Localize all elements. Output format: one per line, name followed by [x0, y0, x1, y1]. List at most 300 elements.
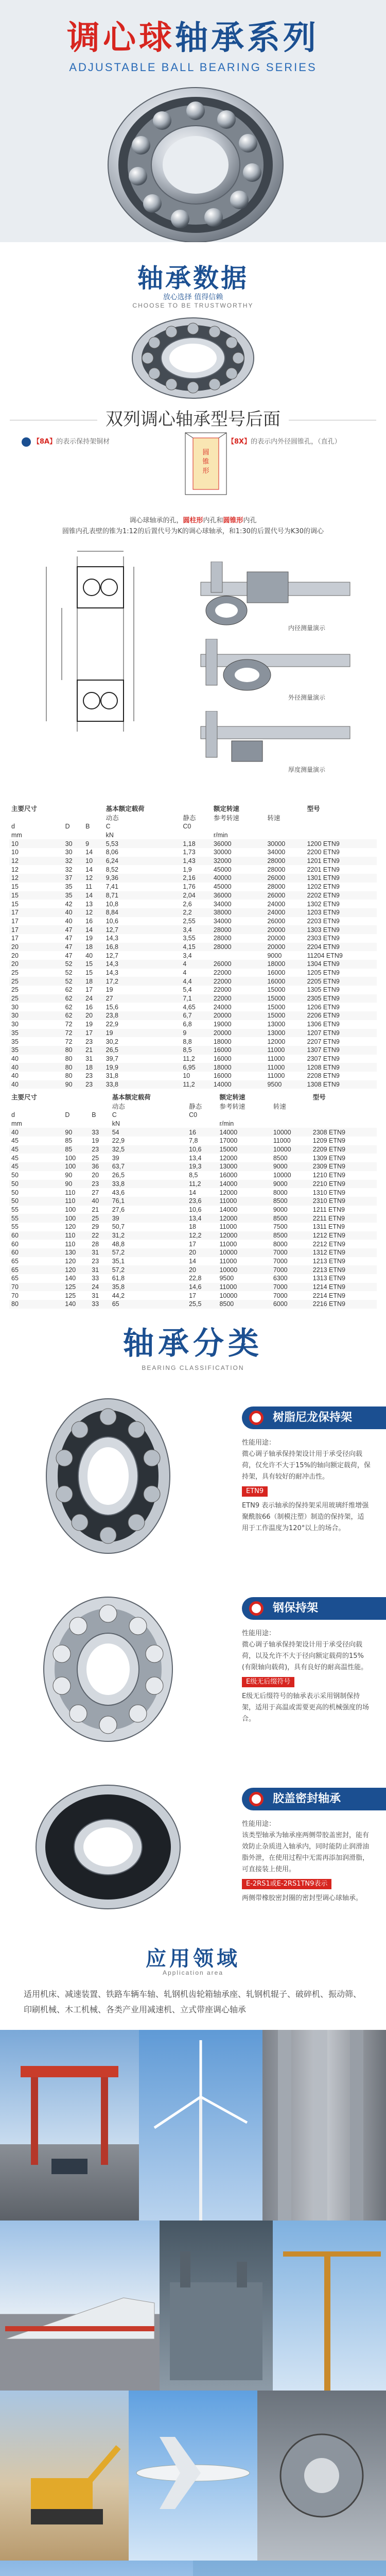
table-cell: 2208 ETN9: [307, 1072, 340, 1080]
table-cell: 15000: [267, 986, 286, 994]
table-header-row: [9, 1120, 377, 1128]
table-cell: 31,8: [106, 1072, 118, 1080]
table-cell: 22,9: [112, 1137, 125, 1145]
table-cell: 23: [85, 1038, 93, 1045]
table-cell: 35: [65, 883, 73, 891]
table-cell: 8500: [271, 1231, 311, 1240]
table-header-cell: 基本额定载荷: [106, 805, 145, 812]
table-cell: 1207 ETN9: [305, 1029, 377, 1038]
table-row: [9, 986, 377, 994]
table-cell: 20: [9, 960, 63, 969]
table-cell: 9: [181, 1029, 212, 1038]
table-cell: 28000: [213, 935, 232, 942]
table-cell: 14: [83, 925, 104, 934]
table-cell: 85: [65, 1137, 73, 1145]
table-cell: 9000: [267, 952, 282, 959]
table-cell: 80: [63, 1046, 84, 1055]
table-cell: 19: [104, 1029, 181, 1038]
table-cell: 15: [9, 891, 63, 900]
table-cell: 37: [63, 874, 84, 883]
table-cell: 2,2: [181, 908, 212, 917]
table-cell: 26,5: [104, 1046, 181, 1055]
table-row: [9, 1020, 377, 1029]
table-cell: 14: [189, 1258, 196, 1265]
table-cell: 13000: [265, 1029, 305, 1038]
steel-cage-badge: [242, 1597, 386, 1620]
table-header-cell: 静态: [189, 1103, 202, 1110]
table-cell: 28000: [265, 857, 305, 866]
table-cell: 11000: [273, 1137, 291, 1145]
table-cell: 8,8: [183, 1038, 192, 1045]
table-cell: 28000: [267, 883, 286, 891]
table-cell: 11000: [267, 1072, 285, 1080]
table-cell: 2,16: [181, 874, 212, 883]
table-cell: 30: [9, 1011, 63, 1020]
table-cell: 120: [65, 1258, 76, 1265]
table-row: [9, 900, 377, 908]
hero-banner: [0, 0, 386, 242]
table-cell: 22000: [213, 986, 232, 994]
table-cell: 2207 ETN9: [307, 1038, 340, 1045]
table-cell: 1305 ETN9: [307, 986, 340, 994]
table-cell: 57,2: [110, 1265, 187, 1274]
table-cell: 1212 ETN9: [311, 1231, 377, 1240]
table-cell: 6300: [273, 1275, 288, 1282]
table-cell: 65: [11, 1258, 19, 1265]
table-cell: 45: [11, 1137, 19, 1145]
table-cell: 12,2: [187, 1231, 217, 1240]
table-cell: 45000: [213, 866, 232, 873]
table-header-cell: 额定转速: [219, 1094, 245, 1101]
bore-explanation: [31, 515, 355, 537]
table-cell: 1310 ETN9: [312, 1189, 345, 1196]
table-cell: 27: [92, 1189, 99, 1196]
table-cell: 12000: [267, 1038, 286, 1045]
table-cell: 16000: [267, 969, 286, 977]
table-cell: 47: [65, 952, 73, 959]
table-cell: 10000: [271, 1145, 311, 1154]
table-header-cell: mm: [11, 832, 22, 839]
table-cell: 8000: [273, 1189, 288, 1196]
table-header-cell: [265, 822, 305, 831]
table-header-cell: [9, 813, 63, 822]
table-cell: 28000: [212, 925, 266, 934]
table-cell: 18000: [265, 960, 305, 969]
table-cell: 43,6: [112, 1189, 125, 1196]
table-cell: 2309 ETN9: [311, 1162, 377, 1171]
table-cell: 11000: [217, 1197, 271, 1206]
table-cell: 17: [9, 908, 63, 917]
table-header-cell: [311, 1120, 377, 1128]
table-cell: 72: [63, 1029, 84, 1038]
table-header-cell: 主要尺寸: [11, 805, 38, 812]
table-cell: 12000: [219, 1154, 238, 1162]
table-cell: 34000: [213, 917, 232, 925]
steel-cage-bearing-image: [21, 1587, 196, 1752]
table-cell: 25: [90, 1214, 110, 1223]
table-header-row: [9, 1111, 377, 1120]
table-header-cell: [83, 813, 104, 822]
table-header-cell: [83, 831, 104, 840]
table-cell: 6000: [271, 1300, 311, 1309]
table-cell: 100: [63, 1162, 90, 1171]
table-cell: 12,7: [104, 925, 181, 934]
table-cell: 1311 ETN9: [312, 1223, 345, 1231]
table-header-cell: [271, 1120, 311, 1128]
table-cell: 2307 ETN9: [307, 1055, 340, 1062]
sealed-description: [242, 1819, 371, 1904]
table-cell: 27,6: [112, 1206, 125, 1213]
table-header-row: [9, 804, 377, 813]
table-cell: 15,6: [106, 1003, 118, 1011]
table-cell: 140: [63, 1300, 90, 1309]
table-cell: 4,15: [181, 943, 212, 952]
table-cell: 20: [11, 952, 19, 959]
table-cell: 15000: [265, 1011, 305, 1020]
table-header-cell: 额定转速: [213, 805, 239, 812]
caliper-width-image: [190, 711, 360, 768]
table-cell: 35: [11, 1038, 19, 1045]
table-header-cell: C0: [183, 823, 191, 831]
table-cell: 8,52: [106, 866, 118, 873]
table-cell: 40000: [212, 874, 266, 883]
table-cell: 24000: [267, 900, 286, 908]
table-cell: 60: [9, 1231, 63, 1240]
table-cell: 11,2: [181, 1080, 212, 1089]
table-row: [9, 1063, 377, 1072]
table-row: [9, 1257, 377, 1266]
table-row: [9, 1188, 377, 1197]
table-row: [9, 1214, 377, 1223]
table-cell: 85: [63, 1145, 90, 1154]
table-cell: 17000: [219, 1137, 238, 1145]
table-cell: 47: [63, 943, 84, 952]
table-row: [9, 1072, 377, 1080]
table-header-cell: B: [92, 1111, 96, 1119]
table-cell: 11000: [219, 1258, 237, 1265]
table-row: [9, 1037, 377, 1046]
table-row: [9, 1300, 377, 1309]
table-row: [9, 977, 377, 986]
caliper-inner-diameter-image: [190, 562, 360, 629]
table-cell: 14: [83, 891, 104, 900]
table-cell: 1306 ETN9: [307, 1021, 340, 1028]
table-row: [9, 925, 377, 934]
desc-note: ETN9 表示轴承的保持架采用玻璃纤维增强聚酰胺66（制模注塑）制造的保持架，适用于工作温度为120°以上的场合。: [242, 1502, 369, 1532]
spec-note-left: [22, 436, 110, 447]
table-cell: 16000: [219, 1172, 238, 1179]
table-cell: 15: [11, 900, 19, 908]
explain-highlight-tapered: 圆锥形: [223, 517, 243, 524]
table-cell: 130: [63, 1248, 90, 1257]
table-cell: 1302 ETN9: [307, 900, 340, 908]
table-cell: 40: [90, 1197, 110, 1206]
table-header-cell: [187, 1092, 217, 1101]
table-cell: 2210 ETN9: [311, 1180, 377, 1189]
table-cell: 8,84: [104, 908, 181, 917]
table-cell: 23,8: [104, 1011, 181, 1020]
table-cell: 120: [63, 1265, 90, 1274]
table-cell: 15: [83, 960, 104, 969]
table-cell: 10: [83, 857, 104, 866]
table-cell: 90: [63, 1080, 84, 1089]
table-row: [9, 1231, 377, 1240]
table-cell: 30: [65, 849, 73, 856]
table-cell: 33: [92, 1275, 99, 1282]
table-cell: 7000: [273, 1292, 288, 1299]
table-cell: 25,5: [187, 1300, 217, 1309]
table-cell: 2213 ETN9: [311, 1265, 377, 1274]
table-cell: 65: [11, 1275, 19, 1282]
table-cell: 32: [65, 866, 73, 873]
table-cell: 19: [85, 935, 93, 942]
table-row: [9, 1046, 377, 1055]
table-cell: 2310 ETN9: [311, 1197, 377, 1206]
table-row: [9, 883, 377, 891]
table-header-row: [9, 813, 377, 822]
table-cell: 12: [11, 866, 19, 873]
table-header-cell: C0: [189, 1111, 198, 1119]
application-photo-factory: [160, 2221, 273, 2391]
explain-text: 调心球轴承的孔，: [129, 517, 183, 524]
table-header-cell: 参考转速: [213, 815, 239, 822]
table-cell: 30: [11, 1021, 19, 1028]
table-header-cell: [63, 804, 84, 813]
table-header-cell: [305, 822, 377, 831]
table-cell: 125: [65, 1292, 76, 1299]
table-cell: 50: [11, 1189, 19, 1196]
table-cell: 4,4: [181, 977, 212, 986]
table-cell: 8,5: [181, 1046, 212, 1055]
table-header-cell: 型号: [312, 1094, 326, 1101]
table-cell: 14: [189, 1189, 196, 1196]
table-header-cell: [305, 831, 377, 840]
table-cell: 40: [11, 1055, 19, 1062]
table-cell: 1307 ETN9: [305, 1046, 377, 1055]
explain-highlight-cylindrical: 圆柱形: [183, 517, 203, 524]
table-cell: 11000: [219, 1223, 237, 1231]
nylon-cage-description: [242, 1437, 371, 1534]
table-header-cell: [271, 1092, 311, 1101]
table-header-cell: [187, 1120, 217, 1128]
nylon-cage-badge-label: 树脂尼龙保持架: [273, 1411, 353, 1424]
table-cell: 2204 ETN9: [305, 943, 377, 952]
spec-table-1: [9, 804, 377, 1089]
table-header-cell: 型号: [307, 805, 320, 812]
table-cell: 14000: [217, 1180, 271, 1189]
table-cell: 9: [83, 839, 104, 848]
table-row: [9, 934, 377, 943]
table-header-cell: [63, 831, 84, 840]
table-cell: 14000: [212, 1080, 266, 1089]
table-header-cell: kN: [112, 1120, 120, 1128]
table-cell: 10,6: [189, 1206, 202, 1213]
table-row: [9, 839, 377, 848]
table-cell: 33: [90, 1128, 110, 1137]
table-cell: 16,8: [104, 943, 181, 952]
table-cell: 25: [11, 969, 19, 977]
table-cell: 1202 ETN9: [307, 883, 340, 891]
table-cell: 6,7: [181, 1011, 212, 1020]
table-cell: 42: [65, 900, 73, 908]
table-header-cell: kN: [106, 832, 114, 839]
table-cell: 17: [11, 935, 19, 942]
table-cell: 32: [63, 857, 84, 866]
desc-head: 性能用途：: [242, 1630, 276, 1637]
table-cell: 60: [9, 1248, 63, 1257]
table-header-cell: [265, 831, 305, 840]
table-cell: 32000: [212, 857, 266, 866]
table-row: [9, 1128, 377, 1137]
hero-title-red: 调心球: [67, 19, 175, 57]
table-cell: 8,71: [104, 891, 181, 900]
table-cell: 14000: [217, 1128, 271, 1137]
table-cell: 22000: [212, 994, 266, 1003]
table-cell: 23: [92, 1258, 99, 1265]
table-cell: 2211 ETN9: [311, 1214, 377, 1223]
table-cell: 19000: [213, 1021, 232, 1028]
table-cell: 7,8: [189, 1137, 198, 1145]
explain-text: 内孔和: [203, 517, 223, 524]
table-cell: 61,8: [112, 1275, 125, 1282]
table-row: [9, 1011, 377, 1020]
table-cell: 45: [9, 1145, 63, 1154]
table-cell: 3,55: [183, 935, 196, 942]
table-header-cell: d: [11, 823, 15, 831]
table-cell: 13,4: [187, 1214, 217, 1223]
table-cell: 19: [85, 1021, 93, 1028]
table-header-cell: 动态: [106, 815, 119, 822]
table-cell: 2203 ETN9: [307, 917, 340, 925]
table-cell: 17: [189, 1292, 196, 1299]
table-cell: 17: [85, 986, 93, 994]
table-header-row: [9, 1101, 377, 1111]
table-cell: 39: [112, 1154, 119, 1162]
table-cell: 35: [9, 1029, 63, 1038]
table-cell: 7000: [271, 1283, 311, 1292]
desc-body: 该类型轴承为轴承座两侧带胶盖密封，能有效防止杂质进入轴承内，同时能防止润滑油脂外泄，在使用过程中无需再添加润滑脂，可直接装上使用。: [242, 1832, 370, 1873]
table-cell: 48,8: [112, 1240, 125, 1248]
application-photo-shafts: [262, 2030, 386, 2221]
table-cell: 7,41: [106, 883, 118, 891]
table-cell: 40: [9, 1063, 63, 1072]
table-row: [9, 1137, 377, 1145]
table-header-cell: [90, 1120, 110, 1128]
classification-title: 轴承分类: [123, 1326, 263, 1362]
table-cell: 1213 ETN9: [312, 1258, 345, 1265]
table-cell: 10: [183, 1072, 190, 1080]
spec-left-text: 的表示保持架铜材: [56, 438, 110, 446]
table-cell: 90: [65, 1172, 73, 1179]
table-cell: 52: [63, 977, 84, 986]
desc-note: E级无后缀符号的轴承表示采用钢制保持架，适用于高温或需要更高的机械强度的场合。: [242, 1692, 370, 1723]
table-cell: 1309 ETN9: [312, 1154, 345, 1162]
table-cell: 76,1: [110, 1197, 187, 1206]
table-cell: 36000: [212, 839, 266, 848]
table-cell: 62: [65, 986, 73, 994]
table-cell: 4: [183, 969, 187, 977]
table-header-cell: [217, 1111, 271, 1120]
nylon-cage-badge: [242, 1406, 386, 1429]
table-cell: 13000: [267, 1021, 286, 1028]
table-cell: 10000: [219, 1292, 238, 1299]
table-header-cell: C: [112, 1111, 117, 1119]
table-cell: 12,7: [106, 952, 118, 959]
table-cell: 10000: [271, 1128, 311, 1137]
table-cell: 30: [11, 1003, 19, 1011]
table-cell: 36000: [212, 891, 266, 900]
table-header-cell: r/min: [213, 832, 228, 839]
table-cell: 2200 ETN9: [307, 849, 340, 856]
table-cell: 110: [63, 1231, 90, 1240]
table-cell: 1308 ETN9: [305, 1080, 377, 1089]
application-subtitle: Application area: [162, 1969, 224, 1976]
table-cell: 6,95: [181, 1063, 212, 1072]
table-cell: 17: [189, 1240, 196, 1248]
table-cell: 110: [65, 1240, 76, 1248]
table-cell: 21: [83, 1046, 104, 1055]
table-row: [9, 1248, 377, 1257]
table-cell: 21: [92, 1206, 99, 1213]
table-cell: 20: [9, 943, 63, 952]
table-cell: 19,9: [104, 1063, 181, 1072]
table-cell: 10000: [217, 1265, 271, 1274]
table-cell: 7000: [271, 1248, 311, 1257]
table-cell: 45: [11, 1154, 19, 1162]
nylon-cage-bearing-image: [21, 1391, 196, 1561]
table-cell: 80: [63, 1063, 84, 1072]
table-row: [9, 865, 377, 874]
spec-left-key: 【8A】: [33, 438, 57, 446]
table-cell: 47: [63, 925, 84, 934]
table-cell: 120: [65, 1223, 76, 1231]
table-cell: 2216 ETN9: [311, 1300, 377, 1309]
table-cell: 70: [9, 1283, 63, 1292]
data-section-title: 轴承数据: [137, 263, 249, 293]
table-cell: 14000: [219, 1206, 238, 1213]
table-cell: 30,2: [106, 1038, 118, 1045]
table-cell: 15000: [217, 1145, 271, 1154]
table-cell: 52: [65, 969, 73, 977]
table-cell: 18000: [213, 1038, 232, 1045]
classification-subtitle: BEARING CLASSIFICATION: [142, 1364, 244, 1371]
table-cell: 15: [85, 969, 93, 977]
table-cell: 1211 ETN9: [312, 1206, 345, 1213]
table-cell: 40: [65, 917, 73, 925]
table-cell: 2,04: [181, 891, 212, 900]
table-cell: 39: [110, 1214, 187, 1223]
table-cell: 1,43: [181, 857, 212, 866]
table-cell: 7000: [273, 1258, 288, 1265]
table-cell: 12: [83, 908, 104, 917]
badge-dot-icon: [249, 1411, 264, 1425]
table-cell: 13000: [217, 1162, 271, 1171]
table-cell: 50: [11, 1172, 19, 1179]
table-row: [9, 1154, 377, 1162]
table-row: [9, 969, 377, 977]
table-cell: 100: [65, 1154, 76, 1162]
table-cell: 52: [63, 960, 84, 969]
table-row: [9, 1162, 377, 1171]
table-cell: 10: [9, 839, 63, 848]
desc-head: 性能用途：: [242, 1820, 276, 1828]
table-row: [9, 1274, 377, 1283]
table-header-cell: [90, 1101, 110, 1111]
table-cell: 20000: [212, 1029, 266, 1038]
table-cell: 100: [63, 1214, 90, 1223]
table-row: [9, 994, 377, 1003]
table-cell: 34000: [267, 849, 286, 856]
